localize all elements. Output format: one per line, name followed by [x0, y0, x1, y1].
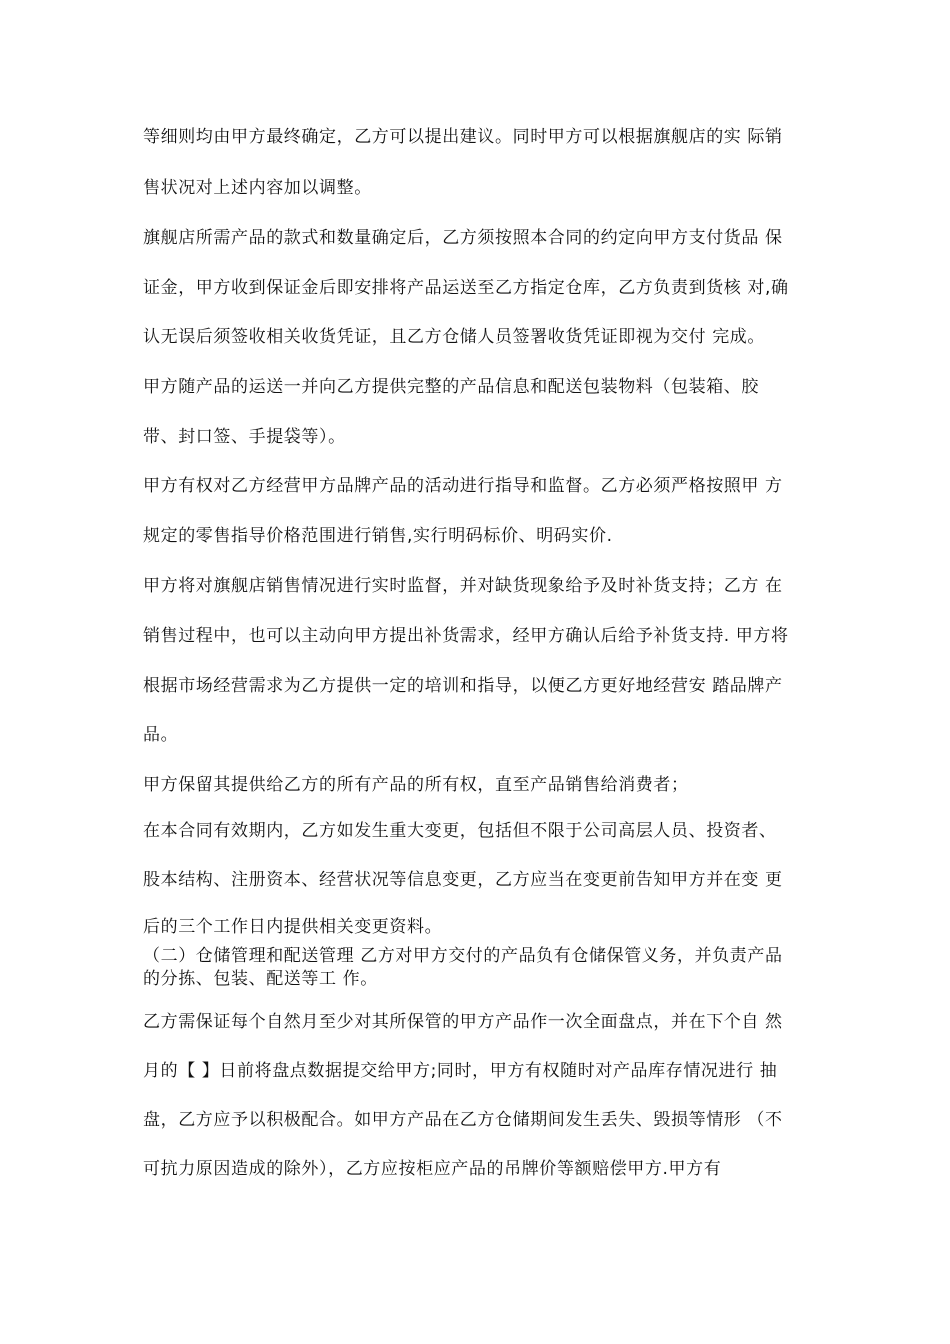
- text-line: 可抗力原因造成的除外），乙方应按柜应产品的吊牌价等额赔偿甲方.甲方有: [143, 1159, 722, 1179]
- text-line: 的分拣、包装、配送等工 作。: [143, 969, 378, 989]
- text-line: 根据市场经营需求为乙方提供一定的培训和指导，以便乙方更好地经营安 踏品牌产: [143, 676, 783, 696]
- text-line: 甲方保留其提供给乙方的所有产品的所有权，直至产品销售给消费者；: [143, 775, 689, 795]
- text-line: 股本结构、注册资本、经营状况等信息变更，乙方应当在变更前告知甲方并在变 更: [143, 870, 783, 890]
- text-line: 品。: [143, 725, 179, 745]
- text-line: 盘，乙方应予以积极配合。如甲方产品在乙方仓储期间发生丢失、毁损等情形 （不: [143, 1110, 783, 1130]
- text-line: 证金，甲方收到保证金后即安排将产品运送至乙方指定仓库，乙方负责到货核 对,确: [143, 278, 789, 298]
- text-line: 旗舰店所需产品的款式和数量确定后，乙方须按照本合同的约定向甲方支付货品 保: [143, 228, 783, 248]
- text-line: 月的【 】日前将盘点数据提交给甲方;同时，甲方有权随时对产品库存情况进行 抽: [143, 1061, 778, 1081]
- text-line: 带、封口签、手提袋等）。: [143, 427, 346, 447]
- text-line: 甲方有权对乙方经营甲方品牌产品的活动进行指导和监督。乙方必须严格按照甲 方: [143, 476, 783, 496]
- text-line: 乙方需保证每个自然月至少对其所保管的甲方产品作一次全面盘点，并在下个自 然: [143, 1012, 783, 1032]
- text-line: 售状况对上述内容加以调整。: [143, 178, 372, 198]
- text-line: 甲方将对旗舰店销售情况进行实时监督，并对缺货现象给予及时补货支持；乙方 在: [143, 576, 783, 596]
- text-line: 后的三个工作日内提供相关变更资料。: [143, 917, 443, 937]
- text-line: 等细则均由甲方最终确定，乙方可以提出建议。同时甲方可以根据旗舰店的实 际销: [143, 127, 783, 147]
- text-line: 认无误后须签收相关收货凭证，且乙方仓储人员签署收货凭证即视为交付 完成。: [143, 327, 766, 347]
- text-line: 规定的零售指导价格范围进行销售,实行明码标价、明码实价.: [143, 526, 613, 546]
- text-line: 在本合同有效期内，乙方如发生重大变更，包括但不限于公司高层人员、投资者、: [143, 821, 777, 841]
- text-line: （二）仓储管理和配送管理 乙方对甲方交付的产品负有仓储保管义务，并负责产品: [143, 946, 783, 966]
- text-line: 销售过程中，也可以主动向甲方提出补货需求，经甲方确认后给予补货支持. 甲方将: [143, 626, 789, 646]
- text-line: 甲方随产品的运送一并向乙方提供完整的产品信息和配送包装物料（包装箱、胶: [143, 377, 759, 397]
